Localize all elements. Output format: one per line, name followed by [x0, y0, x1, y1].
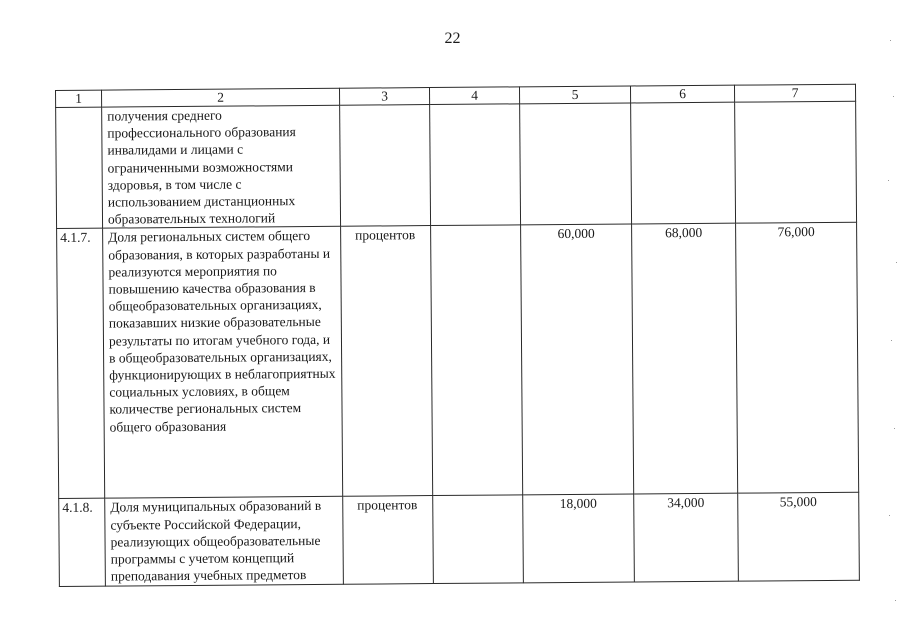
- unit-cell: процентов: [341, 226, 433, 497]
- row-number: [56, 107, 103, 229]
- table-row: [56, 101, 857, 229]
- table-row: [57, 223, 859, 499]
- header-cell: 1: [56, 90, 102, 107]
- value-cell: 34,000: [634, 494, 739, 583]
- scan-speck: [895, 600, 896, 601]
- unit-cell: процентов: [343, 496, 434, 585]
- header-cell: 5: [519, 86, 630, 104]
- indicator-text: Доля муниципальных образований в субъекте Российской Федерации, реализующих общеобразовательные программы с учетом концепций преподавания учебных предметов: [105, 497, 344, 587]
- indicator-text: Доля региональных систем общего образования, в которых разработаны и реализуются мероприятия по повышению качества образования в общеобразовательных организациях, показавших низкие образовательные результаты по итогам учебного года, и в общеобразовательных организациях, функционирующих в неблагоприятных социальных условиях, в общем количестве региональных систем общего образования: [103, 227, 343, 499]
- value-cell: 68,000: [632, 224, 738, 495]
- row-number: 4.1.8.: [59, 499, 106, 587]
- header-cell: 3: [339, 88, 429, 106]
- table-row: [59, 493, 860, 587]
- value-cell: [735, 101, 857, 223]
- header-cell: 7: [734, 84, 855, 102]
- scan-speck: [896, 262, 897, 263]
- value-cell: 60,000: [521, 224, 634, 495]
- indicator-text: получения среднего профессионального образования инвалидами и лицами с ограниченными возможностями здоровья, в том числе с использованием дистанционных образовательных технологий: [102, 105, 341, 228]
- value-cell: 76,000: [736, 223, 859, 494]
- scan-speck: [889, 515, 890, 516]
- value-cell: [433, 495, 524, 584]
- indicator-table: [55, 84, 860, 588]
- header-cell: 4: [429, 87, 519, 105]
- scan-speck: [894, 428, 895, 429]
- page-number: 22: [444, 30, 461, 47]
- header-cell: 2: [102, 88, 340, 107]
- unit-cell: [340, 105, 431, 227]
- value-cell: [520, 103, 632, 225]
- row-number: 4.1.7.: [57, 229, 105, 499]
- scan-speck: [893, 96, 894, 97]
- value-cell: 18,000: [523, 494, 635, 583]
- value-cell: [430, 104, 521, 226]
- scan-speck: [890, 40, 891, 41]
- scan-speck: [891, 340, 892, 341]
- value-cell: [631, 102, 736, 224]
- scan-speck: [888, 180, 889, 181]
- value-cell: [431, 225, 523, 496]
- value-cell: 55,000: [738, 493, 860, 582]
- header-cell: 6: [630, 85, 734, 103]
- indicator-table-wrapper: [55, 84, 860, 588]
